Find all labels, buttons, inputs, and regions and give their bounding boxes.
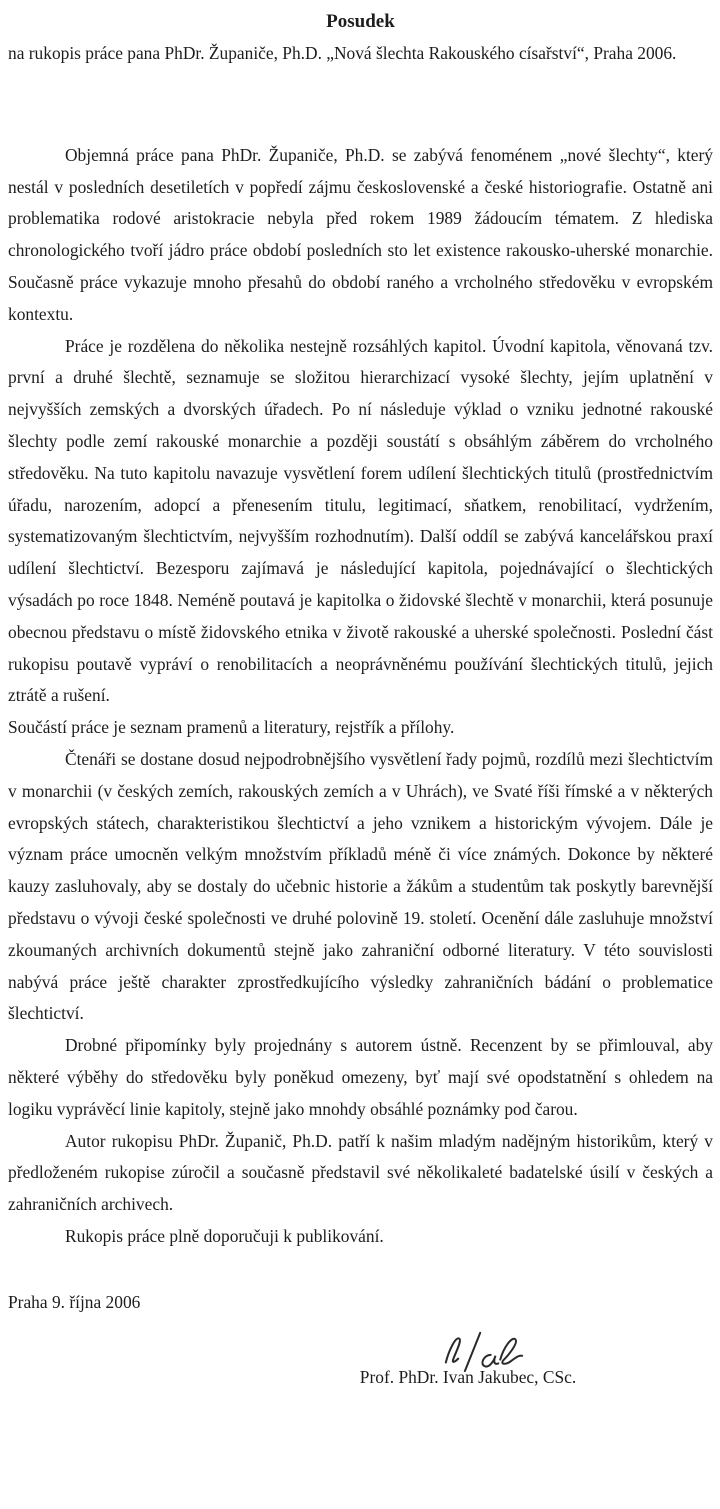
paragraph: Práce je rozdělena do několika nestejně rozsáhlých kapitol. Úvodní kapitola, věnovaná tzv. první a druhé šlechtě, seznamuje se složitou hierarchizací vysoké šlechty, jejím uplatnění v nejvyšších zemských a dvorských úřadech. Po ní následuje výklad o vzniku jednotné rakouské šlechty podle zemí rakouské monarchie a později soustátí s obsáhlým záběrem do vrcholného středověku. Na tuto kapitolu navazuje vysvětlení forem udílení šlechtických titulů (prostřednictvím úřadu, narozením, adopcí a přenesením titulu, legitimací, sňatkem, renobilitací, vydržením, systematizovaným šlechtictvím, nejvyšším rozhodnutím). Další oddíl se zabývá kancelářskou praxí udílení šlechtictví. Bezesporu zajímavá je následující kapitola, pojednávající o šlechtických výsadách po roce 1848. Neméně poutavá je kapitolka o židovské šlechtě v monarchii, která posunuje obecnou představu o místě židovského etnika v životě rakouské a uherské společnosti. Poslední část rukopisu poutavě vypráví o renobilitacích a neoprávněnému používání šlechtických titulů, jejich ztrátě a rušení. <box>8 335 713 706</box>
signature-block <box>338 1330 598 1394</box>
paragraph: Rukopis práce plně doporučuji k publikování. <box>65 1225 384 1246</box>
paragraph: Čtenáři se dostane dosud nejpodrobnějšího vysvětlení řady pojmů, rozdílů mezi šlechtictvím v monarchii (v českých zemích, rakouských zemích a v Uhrách), ve Svaté říši římské a v některých evropských státech, charakteristikou šlechtictví a jeho vznikem a historickým vývojem. Dále je význam práce umocněn velkým množstvím příkladů méně či více známých. Dokonce by některé kauzy zasluhovaly, aby se dostaly do učebnic historie a žákům a studentům tak poskytly barevnější představu o vývoji české společnosti ve druhé polovině 19. století. Ocenění dále zasluhuje množství zkoumaných archivních dokumentů stejně jako zahraniční odborné literatury. V této souvislosti nabývá práce ještě charakter zprostředkujícího výsledky zahraničních bádání o problematice šlechtictví. <box>8 748 713 1024</box>
paragraph: Drobné připomínky byly projednány s autorem ústně. Recenzent by se přimlouval, aby některé výběhy do středověku byly poněkud omezeny, byť mají své opodstatnění s ohledem na logiku vyprávěcí linie kapitoly, stejně jako mnohdy obsáhlé poznámky pod čarou. <box>8 1035 713 1119</box>
paragraph: Autor rukopisu PhDr. Županič, Ph.D. patří k našim mladým nadějným historikům, který v předloženém rukopise zúročil a současně představil své několikaleté badatelské úsilí v českých a zahraničních archivech. <box>8 1130 713 1215</box>
document-subtitle: na rukopis práce pana PhDr. Županiče, Ph.D. „Nová šlechta Rakouského císařství“, Praha 2006. <box>8 43 677 63</box>
signature-name: Prof. PhDr. Ivan Jakubec, CSc. <box>359 1367 577 1388</box>
paragraph: Objemná práce pana PhDr. Županiče, Ph.D. se zabývá fenoménem „nové šlechty“, který nestál v posledních desetiletích v popředí zájmu československé a české historiografie. Ostatně ani problematika rodové aristokracie nebyla před rokem 1989 žádoucím tématem. Z hlediska chronologického tvoří jádro práce období posledních sto let existence rakousko-uherské monarchie. Současně práce vykazuje mnoho přesahů do období raného a vrcholného středověku v evropském kontextu. <box>8 144 713 324</box>
paragraph: Součástí práce je seznam pramenů a literatury, rejstřík a přílohy. <box>8 717 455 738</box>
dateline: Praha 9. října 2006 <box>8 1291 141 1312</box>
page-title: Posudek <box>326 11 395 32</box>
